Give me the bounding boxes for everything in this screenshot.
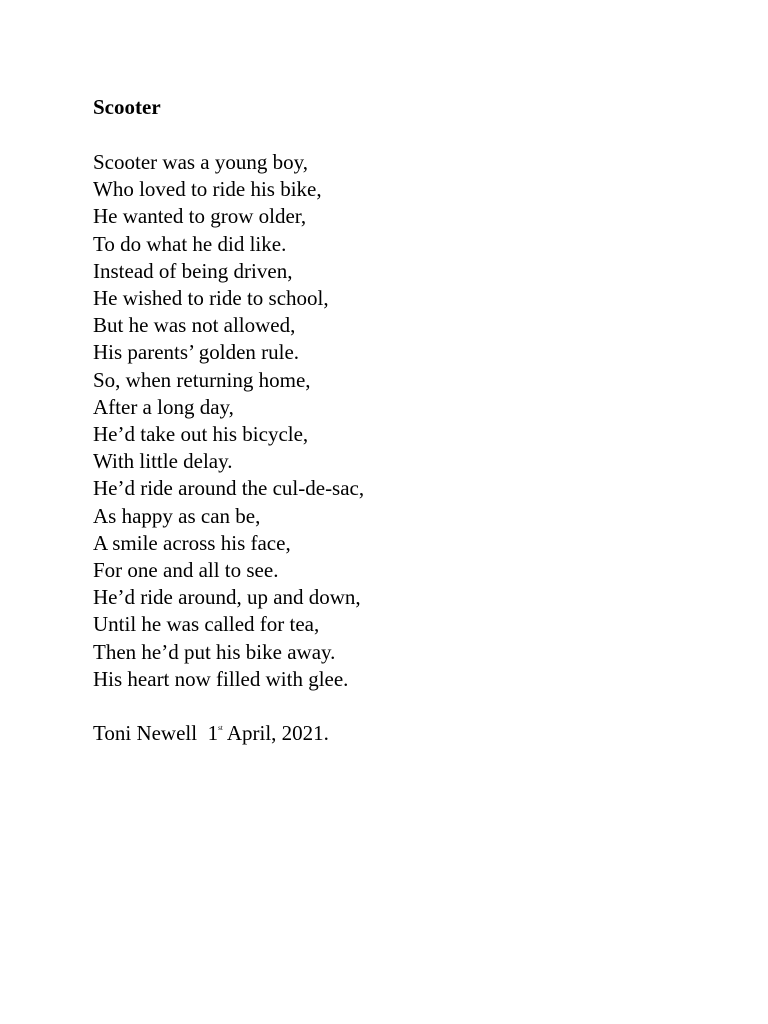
poem-page: [93, 94, 733, 747]
poem-line: So, when returning home,: [93, 367, 311, 392]
author-signature: [93, 720, 733, 747]
poem-line: He wanted to grow older,: [93, 204, 307, 229]
author-name: Toni Newell: [93, 721, 198, 746]
poem-body: [93, 149, 733, 693]
date-day: 1: [207, 721, 219, 746]
poem-line: As happy as can be,: [93, 503, 261, 528]
poem-line: To do what he did like.: [93, 231, 287, 256]
poem-line: Scooter was a young boy,: [93, 150, 309, 174]
poem-line: His heart now filled with glee.: [93, 666, 349, 691]
poem-line: His parents’ golden rule.: [93, 340, 300, 365]
poem-line: With little delay.: [93, 449, 233, 474]
poem-line: For one and all to see.: [93, 558, 279, 583]
date-rest: April, 2021.: [226, 721, 329, 746]
poem-line: He’d ride around the cul-de-sac,: [93, 476, 365, 501]
poem-line: But he was not allowed,: [93, 313, 296, 338]
poem-line: Who loved to ride his bike,: [93, 177, 322, 202]
poem-line: He wished to ride to school,: [93, 286, 329, 311]
poem-line: A smile across his face,: [93, 530, 291, 555]
poem-line: He’d ride around, up and down,: [93, 585, 361, 610]
poem-line: Until he was called for tea,: [93, 612, 320, 637]
poem-title: Scooter: [93, 95, 161, 119]
date-ordinal: st: [218, 724, 223, 733]
poem-line: Then he’d put his bike away.: [93, 639, 336, 664]
poem-line: After a long day,: [93, 394, 234, 419]
poem-line: He’d take out his bicycle,: [93, 422, 309, 447]
poem-line: Instead of being driven,: [93, 258, 293, 283]
